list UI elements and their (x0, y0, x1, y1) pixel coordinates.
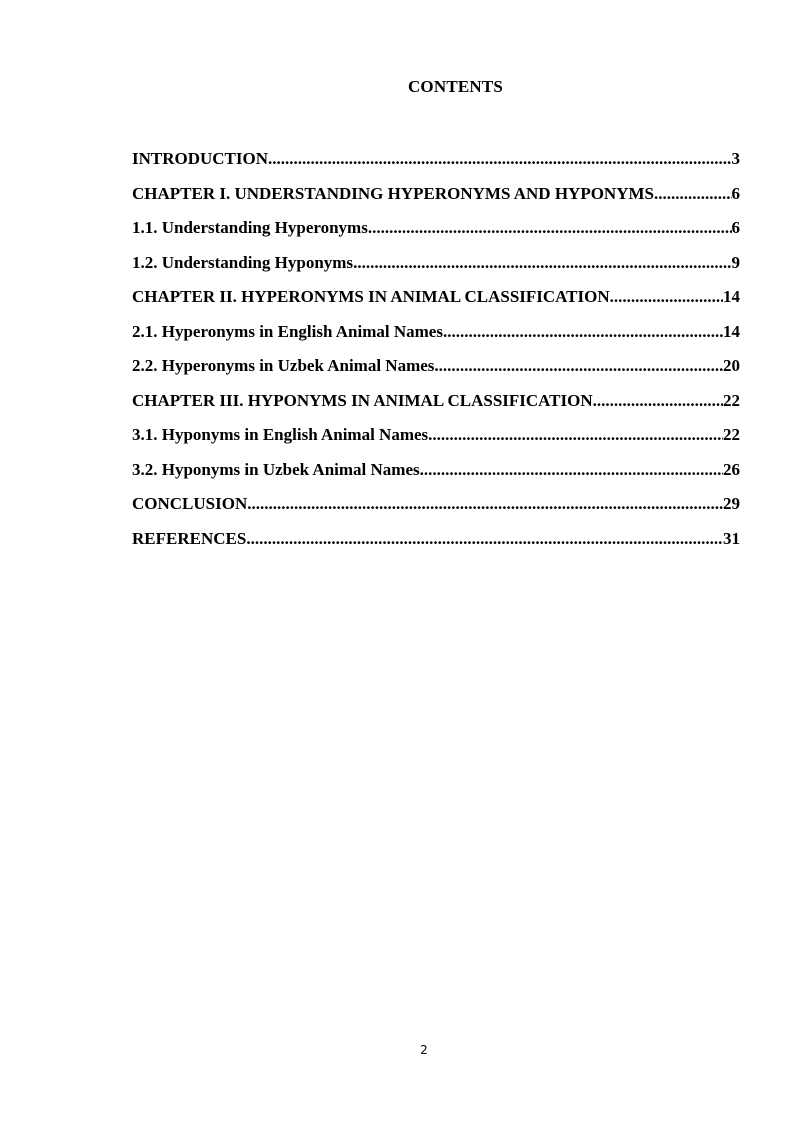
toc-entry-introduction[interactable] (132, 147, 740, 182)
toc-dot-leader (428, 423, 723, 447)
toc-dot-leader (610, 285, 723, 309)
toc-entry-conclusion[interactable] (132, 492, 740, 527)
toc-entry-section-2-1[interactable] (132, 320, 740, 355)
toc-entry-page: 9 (731, 252, 740, 272)
toc-dot-leader (434, 354, 723, 378)
toc-entry-chapter-1[interactable] (132, 182, 740, 217)
toc-entry-title: 3.1. Hyponyms in English Animal Names (132, 425, 429, 444)
toc-entry-title: CONCLUSION (132, 494, 248, 513)
toc-dot-leader (268, 147, 731, 171)
toc-entry-title: 2.2. Hyperonyms in Uzbek Animal Names (132, 356, 435, 375)
toc-entry-section-3-1[interactable] (132, 423, 740, 458)
toc-dot-leader (247, 492, 723, 516)
toc-entry-section-3-2[interactable] (132, 458, 740, 493)
toc-dot-leader (593, 389, 723, 413)
toc-entry-page: 20 (723, 356, 740, 375)
toc-entry-page: 3 (731, 149, 740, 168)
toc-dot-leader (368, 216, 732, 240)
toc-dot-leader (443, 320, 723, 344)
toc-entry-title: 3.2. Hyponyms in Uzbek Animal Names (132, 459, 420, 479)
toc-entry-title: REFERENCES (132, 528, 247, 548)
toc-dot-leader (246, 527, 723, 551)
toc-entry-chapter-2[interactable] (132, 285, 740, 320)
toc-dot-leader (353, 251, 731, 275)
toc-entry-page: 22 (723, 425, 740, 444)
toc-entry-section-2-2[interactable] (132, 354, 740, 389)
toc-entry-title: CHAPTER I. UNDERSTANDING HYPERONYMS AND HYPONYMS (132, 183, 654, 203)
toc-entry-title: CHAPTER II. HYPERONYMS IN ANIMAL CLASSIFICATION (132, 287, 610, 306)
toc-entry-page: 26 (723, 459, 740, 479)
toc-entry-page: 14 (723, 321, 740, 341)
toc-dot-leader (654, 182, 732, 206)
table-of-contents (132, 147, 740, 561)
page-title: CONTENTS (407, 77, 504, 96)
toc-entry-section-1-2[interactable] (132, 251, 740, 286)
toc-entry-chapter-3[interactable] (132, 389, 740, 424)
toc-entry-title: INTRODUCTION (132, 149, 269, 168)
toc-entry-page: 6 (731, 183, 740, 203)
toc-entry-page: 6 (731, 218, 740, 237)
toc-entry-title: CHAPTER III. HYPONYMS IN ANIMAL CLASSIFICATION (132, 390, 593, 410)
toc-entry-title: 1.2. Understanding Hyponyms (132, 252, 354, 272)
toc-dot-leader (420, 458, 723, 482)
toc-entry-page: 29 (723, 494, 740, 513)
toc-entry-title: 2.1. Hyperonyms in English Animal Names (132, 321, 443, 341)
toc-entry-page: 31 (723, 528, 740, 548)
page-number: 2 (420, 1043, 428, 1057)
toc-entry-section-1-1[interactable] (132, 216, 740, 251)
toc-entry-title: 1.1. Understanding Hyperonyms (132, 218, 368, 237)
toc-entry-page: 14 (723, 287, 740, 306)
toc-entry-references[interactable] (132, 527, 740, 562)
toc-entry-page: 22 (723, 390, 740, 410)
